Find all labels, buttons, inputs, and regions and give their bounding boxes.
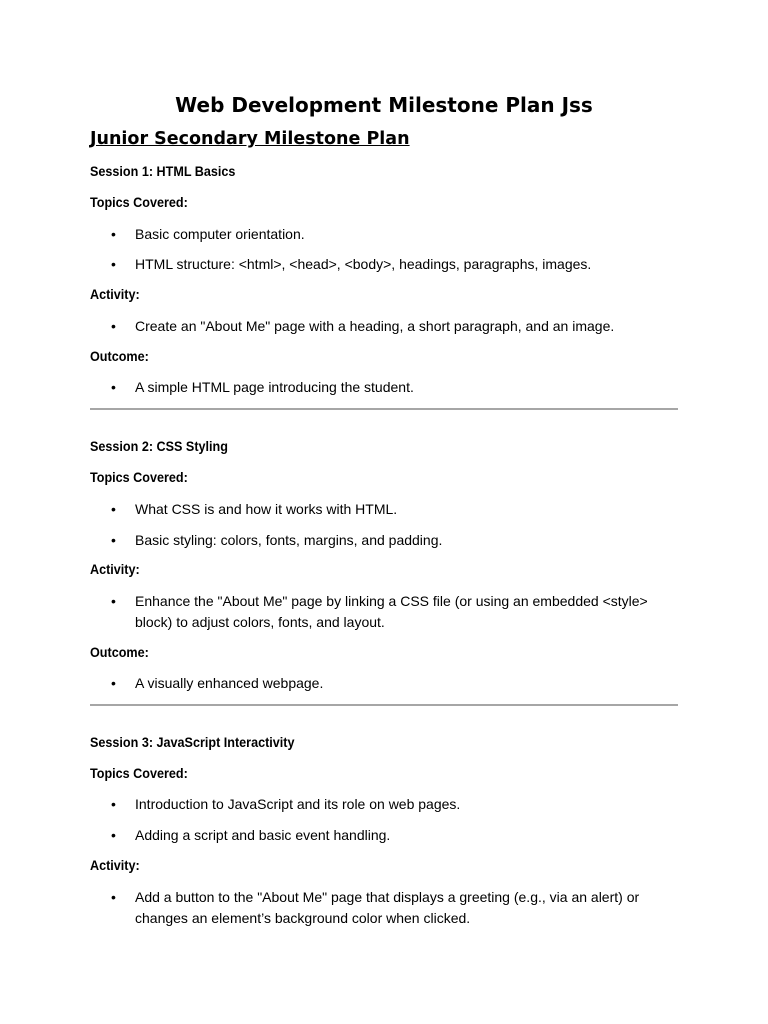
bullet-icon: • (111, 379, 116, 395)
session-2-outcome-label: Outcome: (90, 644, 149, 660)
list-item-text: A visually enhanced webpage. (135, 675, 324, 691)
list-item-text: Basic computer orientation. (135, 226, 305, 242)
session-2-activity-label: Activity: (90, 561, 140, 577)
bullet-icon: • (111, 675, 116, 691)
list-item-text: Introduction to JavaScript and its role on web pages. (135, 796, 461, 812)
bullet-icon: • (111, 889, 116, 905)
bullet-icon: • (111, 827, 116, 843)
session-3-activity-label: Activity: (90, 857, 140, 873)
bullet-icon: • (111, 501, 116, 517)
session-2-topics-label: Topics Covered: (90, 469, 188, 485)
list-item-text: Basic styling: colors, fonts, margins, and padding. (135, 532, 443, 548)
bullet-icon: • (111, 226, 116, 242)
bullet-icon: • (111, 532, 116, 548)
session-1-topics-label: Topics Covered: (90, 194, 188, 210)
session-1-outcome-label: Outcome: (90, 348, 149, 364)
section-divider (90, 704, 678, 706)
session-2-heading: Session 2: CSS Styling (90, 438, 228, 454)
list-item-text: A simple HTML page introducing the student. (135, 379, 414, 395)
session-1-activity-label: Activity: (90, 286, 140, 302)
list-item-text: Add a button to the "About Me" page that displays a greeting (e.g., via an alert) or changes an element’s background color when clicked. (135, 889, 640, 926)
bullet-icon: • (111, 256, 116, 272)
list-item-text: HTML structure: <html>, <head>, <body>, headings, paragraphs, images. (135, 256, 592, 272)
bullet-icon: • (111, 796, 116, 812)
list-item-text: What CSS is and how it works with HTML. (135, 501, 398, 517)
list-item-text: Adding a script and basic event handling. (135, 827, 391, 843)
document-title: Web Development Milestone Plan Jss (175, 93, 593, 117)
session-3-topics-label: Topics Covered: (90, 765, 188, 781)
list-item-text: Create an "About Me" page with a heading, a short paragraph, and an image. (135, 318, 615, 334)
list-item-text: Enhance the "About Me" page by linking a CSS file (or using an embedded <style> block) to adjust colors, fonts, and layout. (135, 593, 648, 630)
session-3-heading: Session 3: JavaScript Interactivity (90, 734, 295, 750)
bullet-icon: • (111, 593, 116, 609)
document-subtitle: Junior Secondary Milestone Plan (90, 129, 410, 149)
session-1-heading: Session 1: HTML Basics (90, 163, 236, 179)
bullet-icon: • (111, 318, 116, 334)
section-divider (90, 408, 678, 410)
